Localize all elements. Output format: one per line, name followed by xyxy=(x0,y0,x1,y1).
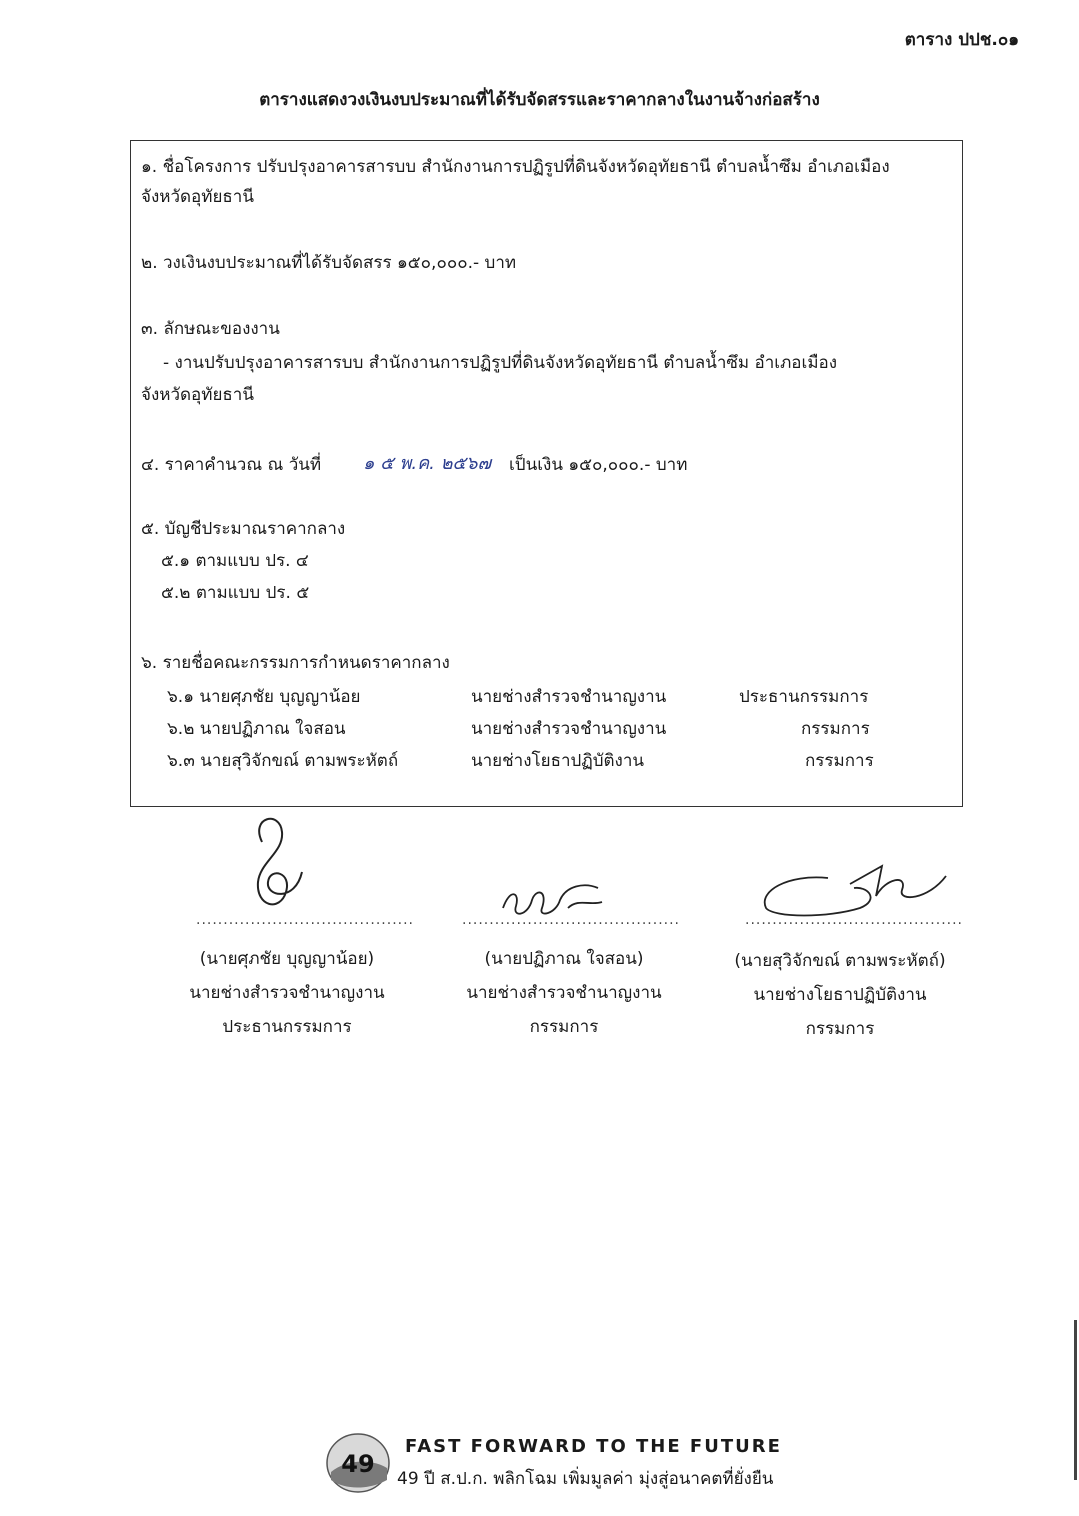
price-list-item-1: ๕.๑ ตามแบบ ปร. ๔ xyxy=(161,551,309,571)
document-title: ตารางแสดงวงเงินงบประมาณที่ได้รับจัดสรรและราคากลางในงานจ้างก่อสร้าง xyxy=(259,90,820,110)
signer-position-3: นายช่างโยธาปฏิบัติงาน xyxy=(753,985,927,1005)
form-code: ตาราง ปปช.๐๑ xyxy=(904,30,1019,50)
signature-1-scribble xyxy=(240,812,320,917)
project-line-1: ๑. ชื่อโครงการ ปรับปรุงอาคารสารบบ สำนักงานการปฏิรูปที่ดินจังหวัดอุทัยธานี ตำบลน้ำซึม อำเภอเมือง xyxy=(141,157,890,177)
committee-position-1: นายช่างสำรวจชำนาญงาน xyxy=(471,687,667,707)
signer-position-1: นายช่างสำรวจชำนาญงาน xyxy=(189,983,385,1003)
work-heading: ๓. ลักษณะของงาน xyxy=(141,319,280,339)
details-box xyxy=(130,140,963,807)
project-line-2: จังหวัดอุทัยธานี xyxy=(141,187,254,207)
price-list-item-2: ๕.๒ ตามแบบ ปร. ๕ xyxy=(161,583,310,603)
calc-date-handwritten: ๑ ๕ พ.ค. ๒๕๖๗ xyxy=(363,453,492,474)
committee-position-3: นายช่างโยธาปฏิบัติงาน xyxy=(471,751,645,771)
signature-block-3 xyxy=(690,944,990,1046)
signer-name-1: (นายศุภชัย บุญญาน้อย) xyxy=(199,949,375,969)
committee-role-3: กรรมการ xyxy=(805,751,874,771)
committee-name-3: ๖.๓ นายสุวิจักขณ์ ตามพระหัตถ์ xyxy=(167,751,399,771)
committee-name-1: ๖.๑ นายศุภชัย บุญญาน้อย xyxy=(167,687,361,707)
signer-role-3: กรรมการ xyxy=(805,1019,875,1039)
signer-name-3: (นายสุวิจักขณ์ ตามพระหัตถ์) xyxy=(734,951,946,971)
signature-block-2 xyxy=(414,942,714,1044)
committee-position-2: นายช่างสำรวจชำนาญงาน xyxy=(471,719,667,739)
committee-role-1: ประธานกรรมการ xyxy=(739,687,869,707)
signature-line-1: ........................................ xyxy=(196,912,415,928)
budget-line: ๒. วงเงินงบประมาณที่ได้รับจัดสรร ๑๕๐,๐๐๐.- บาท xyxy=(141,253,517,273)
alro-49-logo xyxy=(325,1432,391,1494)
calc-suffix: เป็นเงิน ๑๕๐,๐๐๐.- บาท xyxy=(509,455,688,475)
footer-slogan: FAST FORWARD TO THE FUTURE xyxy=(405,1436,782,1457)
work-line-1: - งานปรับปรุงอาคารสารบบ สำนักงานการปฏิรูปที่ดินจังหวัดอุทัยธานี ตำบลน้ำซึม อำเภอเมือง xyxy=(163,353,838,373)
logo-text: 49 xyxy=(341,1450,375,1478)
signer-role-2: กรรมการ xyxy=(529,1017,599,1037)
signature-line-3: ........................................ xyxy=(745,912,964,928)
signer-position-2: นายช่างสำรวจชำนาญงาน xyxy=(466,983,662,1003)
signer-role-1: ประธานกรรมการ xyxy=(222,1017,352,1037)
footer-tagline: 49 ปี ส.ป.ก. พลิกโฉม เพิ่มมูลค่า มุ่งสู่อนาคตที่ยั่งยืน xyxy=(397,1469,774,1489)
committee-role-2: กรรมการ xyxy=(801,719,870,739)
price-list-heading: ๕. บัญชีประมาณราคากลาง xyxy=(141,519,346,539)
signer-name-2: (นายปฏิภาณ ใจสอน) xyxy=(484,949,644,969)
signature-block-1 xyxy=(137,942,437,1044)
work-line-2: จังหวัดอุทัยธานี xyxy=(141,385,254,405)
committee-name-2: ๖.๒ นายปฏิภาณ ใจสอน xyxy=(167,719,346,739)
calc-prefix: ๔. ราคาคำนวณ ณ วันที่ xyxy=(141,455,322,475)
committee-heading: ๖. รายชื่อคณะกรรมการกำหนดราคากลาง xyxy=(141,653,450,673)
page-edge-mark xyxy=(1074,1320,1077,1480)
signature-line-2: ........................................ xyxy=(462,912,681,928)
